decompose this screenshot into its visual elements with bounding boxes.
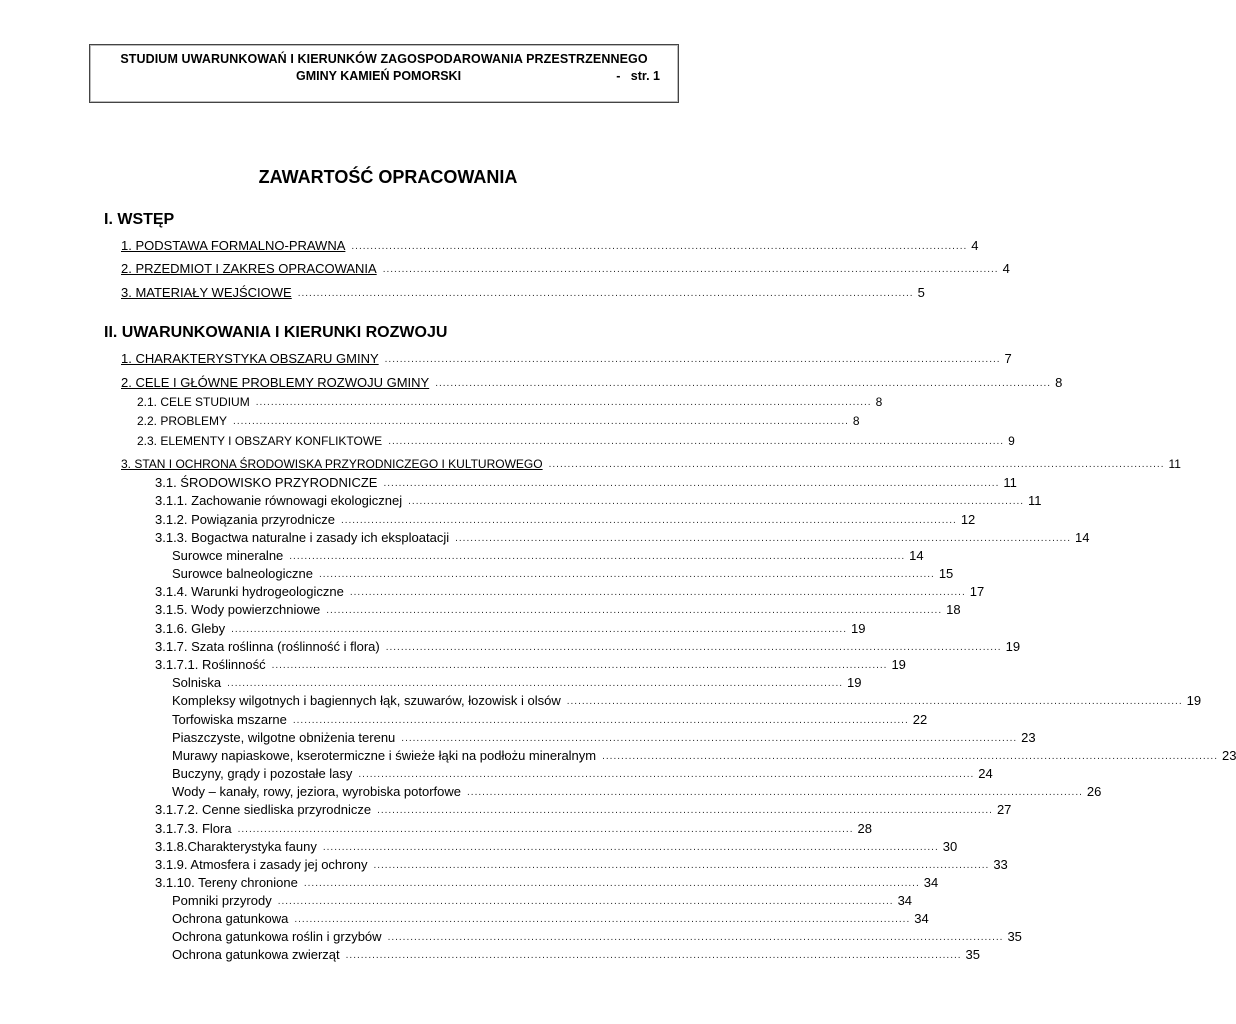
toc-entry-label[interactable]: Solniska	[172, 675, 222, 690]
toc-entry-label[interactable]: 3.1.9. Atmosfera i zasady jej ochrony	[155, 857, 368, 872]
toc-leader: ...................................................................................................................................................................	[435, 378, 1052, 389]
toc-leader: ...................................................................................................................................................................	[303, 878, 920, 889]
header-municipality: GMINY KAMIEŃ POMORSKI	[296, 69, 462, 83]
toc-entry-page: 11	[1168, 457, 1181, 471]
toc-leader: ...................................................................................................................................................................	[467, 787, 1083, 798]
toc-leader: ...................................................................................................................................................................	[388, 436, 1005, 447]
toc-entry-label[interactable]: Pomniki przyrody	[172, 893, 272, 908]
toc-leader: ...................................................................................................................................................................	[401, 733, 1018, 744]
toc-entry-label[interactable]: 3.1.3. Bogactwa naturalne i zasady ich eksploatacji	[155, 530, 450, 545]
toc-entry[interactable]	[155, 528, 1090, 546]
toc-entry-label[interactable]: 3. MATERIAŁY WEJŚCIOWE	[121, 285, 292, 300]
toc-entry[interactable]	[172, 546, 924, 564]
toc-entry[interactable]	[172, 728, 1036, 746]
toc-entry-page: 33	[993, 857, 1008, 872]
toc-entry-page: 19	[847, 675, 862, 690]
toc-leader: ...................................................................................................................................................................	[237, 824, 854, 835]
toc-entry-label[interactable]: Surowce balneologiczne	[172, 566, 313, 581]
toc-entry-label[interactable]: Ochrona gatunkowa	[172, 911, 289, 926]
toc-entry-page: 19	[891, 657, 906, 672]
toc-entry-page: 34	[914, 911, 929, 926]
toc-entry-label[interactable]: 3.1.2. Powiązania przyrodnicze	[155, 512, 335, 527]
toc-entry-page: 22	[912, 712, 928, 727]
toc-entry-page: 17	[969, 584, 985, 599]
toc-entry[interactable]	[155, 855, 1008, 873]
toc-leader: ...................................................................................................................................................................	[351, 241, 968, 252]
toc-entry-page: 11	[1028, 493, 1042, 508]
toc-entry[interactable]	[172, 945, 980, 963]
toc-entry-page: 15	[938, 566, 954, 581]
toc-entry[interactable]	[172, 691, 1202, 709]
toc-entry-page: 8	[875, 395, 883, 409]
toc-entry-label[interactable]: 3.1.7. Szata roślinna (roślinność i flora)	[155, 639, 380, 654]
toc-entry-page: 18	[946, 602, 961, 617]
toc-leader: ...................................................................................................................................................................	[326, 605, 943, 616]
toc-entry[interactable]	[172, 710, 928, 728]
toc-entry-page: 30	[942, 839, 958, 854]
toc-entry[interactable]	[155, 491, 1042, 509]
toc-entry-page: 34	[923, 875, 939, 890]
toc-entry[interactable]	[155, 655, 906, 673]
toc-entry-label[interactable]: Torfowiska mszarne	[172, 712, 287, 727]
toc-entry-page: 4	[1002, 261, 1010, 276]
toc-entry-page: 14	[909, 548, 924, 563]
toc-leader: ...................................................................................................................................................................	[349, 587, 966, 598]
toc-entry-label[interactable]: Kompleksy wilgotnych i bagiennych łąk, szuwarów, łozowisk i olsów	[172, 693, 561, 708]
header-study-title: STUDIUM UWARUNKOWAŃ I KIERUNKÓW ZAGOSPODAROWANIA PRZESTRZENNEGO	[120, 52, 648, 66]
toc-entry-label[interactable]: 1. PODSTAWA FORMALNO-PRAWNA	[121, 238, 346, 253]
toc-leader: ...................................................................................................................................................................	[373, 860, 990, 871]
toc-entry-label[interactable]: Ochrona gatunkowa zwierząt	[172, 947, 340, 962]
toc-entry[interactable]	[155, 600, 961, 618]
toc-entry[interactable]	[121, 236, 979, 254]
toc-entry-page: 8	[852, 414, 860, 428]
toc-entry-page: 19	[1186, 693, 1202, 708]
toc-entry-page: 23	[1222, 748, 1236, 763]
toc-entry-page: 35	[965, 947, 980, 962]
toc-entry-page: 8	[1055, 375, 1063, 390]
toc-leader: ...................................................................................................................................................................	[277, 896, 894, 907]
toc-entry-page: 19	[1005, 639, 1021, 654]
toc-entry-page: 5	[917, 285, 925, 300]
toc-entry[interactable]	[121, 349, 1012, 367]
toc-entry-label[interactable]: 3.1.5. Wody powierzchniowe	[155, 602, 321, 617]
toc-leader: ...................................................................................................................................................................	[289, 551, 906, 562]
toc-leader: ...................................................................................................................................................................	[602, 751, 1218, 762]
section-heading-intro: I. WSTĘP	[104, 211, 175, 228]
toc-leader: ...................................................................................................................................................................	[385, 642, 1002, 653]
toc-leader: ...................................................................................................................................................................	[292, 715, 909, 726]
toc-entry-page: 14	[1075, 530, 1090, 545]
toc-entry[interactable]	[155, 873, 939, 891]
toc-entry[interactable]	[155, 637, 1021, 655]
toc-entry-label[interactable]: 3.1.6. Gleby	[155, 621, 226, 636]
toc-entry[interactable]	[155, 837, 958, 855]
toc-entry[interactable]	[155, 819, 872, 837]
toc-entry-label[interactable]: 2. CELE I GŁÓWNE PROBLEMY ROZWOJU GMINY	[121, 375, 430, 390]
toc-entry[interactable]	[172, 782, 1102, 800]
toc-entry-page: 12	[960, 512, 976, 527]
toc-leader: ...................................................................................................................................................................	[318, 569, 935, 580]
toc-leader: ...................................................................................................................................................................	[383, 478, 1000, 489]
toc-entry[interactable]	[172, 673, 862, 691]
toc-entry[interactable]	[137, 411, 860, 429]
header-page-number: - str. 1	[616, 69, 660, 83]
toc-entry-page: 24	[978, 766, 993, 781]
toc-entry[interactable]	[155, 619, 866, 637]
toc-entry-page: 34	[897, 893, 913, 908]
toc-entry-label[interactable]: Murawy napiaskowe, kserotermiczne i świeże łąki na podłożu mineralnym	[172, 748, 597, 763]
toc-entry-label[interactable]: 3.1.1. Zachowanie równowagi ekologicznej	[155, 493, 403, 508]
toc-leader: ...................................................................................................................................................................	[382, 264, 999, 275]
toc-entry-label[interactable]: Wody – kanały, rowy, jeziora, wyrobiska potorfowe	[172, 784, 462, 799]
document-title: ZAWARTOŚĆ OPRACOWANIA	[258, 167, 518, 187]
toc-entry-page: 28	[857, 821, 872, 836]
toc-leader: ...................................................................................................................................................................	[548, 459, 1165, 470]
toc-entry-page: 4	[971, 238, 979, 253]
toc-entry[interactable]	[155, 582, 985, 600]
toc-entry-label[interactable]: 2.3. ELEMENTY I OBSZARY KONFLIKTOWE	[137, 434, 383, 448]
toc-entry-label[interactable]: 3.1.7.3. Flora	[155, 821, 232, 836]
toc-entry-label[interactable]: 2.2. PROBLEMY	[137, 414, 228, 428]
toc-entry[interactable]	[137, 431, 1015, 449]
toc-entry-label[interactable]: Surowce mineralne	[172, 548, 284, 563]
toc-leader: ...................................................................................................................................................................	[294, 914, 911, 925]
toc-entry[interactable]	[172, 764, 993, 782]
toc-entry[interactable]	[172, 564, 954, 582]
toc-leader: ...................................................................................................................................................................	[322, 842, 939, 853]
toc-leader: ...................................................................................................................................................................	[233, 416, 849, 427]
toc-entry-label[interactable]: 3.1.7.1. Roślinność	[155, 657, 266, 672]
toc-leader: ...................................................................................................................................................................	[384, 354, 1001, 365]
toc-leader: ...................................................................................................................................................................	[358, 769, 975, 780]
toc-entry[interactable]	[121, 454, 1181, 472]
toc-entry-label[interactable]: 1. CHARAKTERYSTYKA OBSZARU GMINY	[121, 351, 379, 366]
toc-entry-page: 9	[1008, 434, 1015, 448]
toc-entry[interactable]	[121, 373, 1063, 391]
toc-leader: ...................................................................................................................................................................	[377, 805, 993, 816]
toc-entry-page: 35	[1007, 929, 1022, 944]
toc-entry-label[interactable]: 3. STAN I OCHRONA ŚRODOWISKA PRZYRODNICZEGO I KULTUROWEGO	[121, 457, 543, 471]
toc-entry-label[interactable]: 2. PRZEDMIOT I ZAKRES OPRACOWANIA	[121, 261, 377, 276]
section-heading-conditions: II. UWARUNKOWANIA I KIERUNKI ROZWOJU	[104, 324, 448, 341]
toc-entry[interactable]	[121, 283, 925, 301]
toc-leader: ...................................................................................................................................................................	[340, 515, 957, 526]
page-header	[89, 44, 679, 103]
toc-entry[interactable]	[121, 259, 1010, 277]
toc-leader: ...................................................................................................................................................................	[271, 660, 888, 671]
toc-leader: ...................................................................................................................................................................	[566, 696, 1183, 707]
toc-entry-label[interactable]: 3.1.7.2. Cenne siedliska przyrodnicze	[155, 802, 372, 817]
toc-entry-label[interactable]: 3.1.4. Warunki hydrogeologiczne	[155, 584, 344, 599]
toc-entry-page: 23	[1021, 730, 1036, 745]
toc-entry-page: 7	[1004, 351, 1012, 366]
toc-entry-label[interactable]: Ochrona gatunkowa roślin i grzybów	[172, 929, 382, 944]
toc-entry-label[interactable]: Piaszczyste, wilgotne obniżenia terenu	[172, 730, 396, 745]
toc-entry-label[interactable]: 3.1.8.Charakterystyka fauny	[155, 839, 317, 854]
toc-entry[interactable]	[172, 927, 1022, 945]
toc-entry-label[interactable]: 3.1. ŚRODOWISKO PRZYRODNICZE	[155, 475, 378, 490]
toc-entry[interactable]	[172, 746, 1236, 764]
toc-entry-label[interactable]: 3.1.10. Tereny chronione	[155, 875, 298, 890]
toc-entry[interactable]	[172, 909, 929, 927]
toc-leader: ...................................................................................................................................................................	[345, 950, 962, 961]
toc-entry-page: 11	[1003, 475, 1017, 490]
toc-entry-label[interactable]: Buczyny, grądy i pozostałe lasy	[172, 766, 353, 781]
toc-leader: ...................................................................................................................................................................	[455, 533, 1071, 544]
toc-leader: ...................................................................................................................................................................	[231, 624, 847, 635]
toc-entry-page: 26	[1086, 784, 1102, 799]
toc-entry[interactable]	[155, 473, 1017, 491]
toc-entry[interactable]	[172, 891, 913, 909]
toc-leader: ...................................................................................................................................................................	[408, 496, 1025, 507]
toc-leader: ...................................................................................................................................................................	[255, 397, 872, 408]
toc-entry[interactable]	[137, 392, 883, 410]
toc-entry-page: 27	[996, 802, 1012, 817]
toc-entry[interactable]	[155, 510, 976, 528]
toc-leader: ...................................................................................................................................................................	[227, 678, 844, 689]
toc-leader: ...................................................................................................................................................................	[297, 288, 914, 299]
toc-entry-label[interactable]: 2.1. CELE STUDIUM	[137, 395, 250, 409]
toc-entry-page: 19	[850, 621, 866, 636]
toc-leader: ...................................................................................................................................................................	[387, 932, 1004, 943]
toc-entry[interactable]	[155, 800, 1012, 818]
